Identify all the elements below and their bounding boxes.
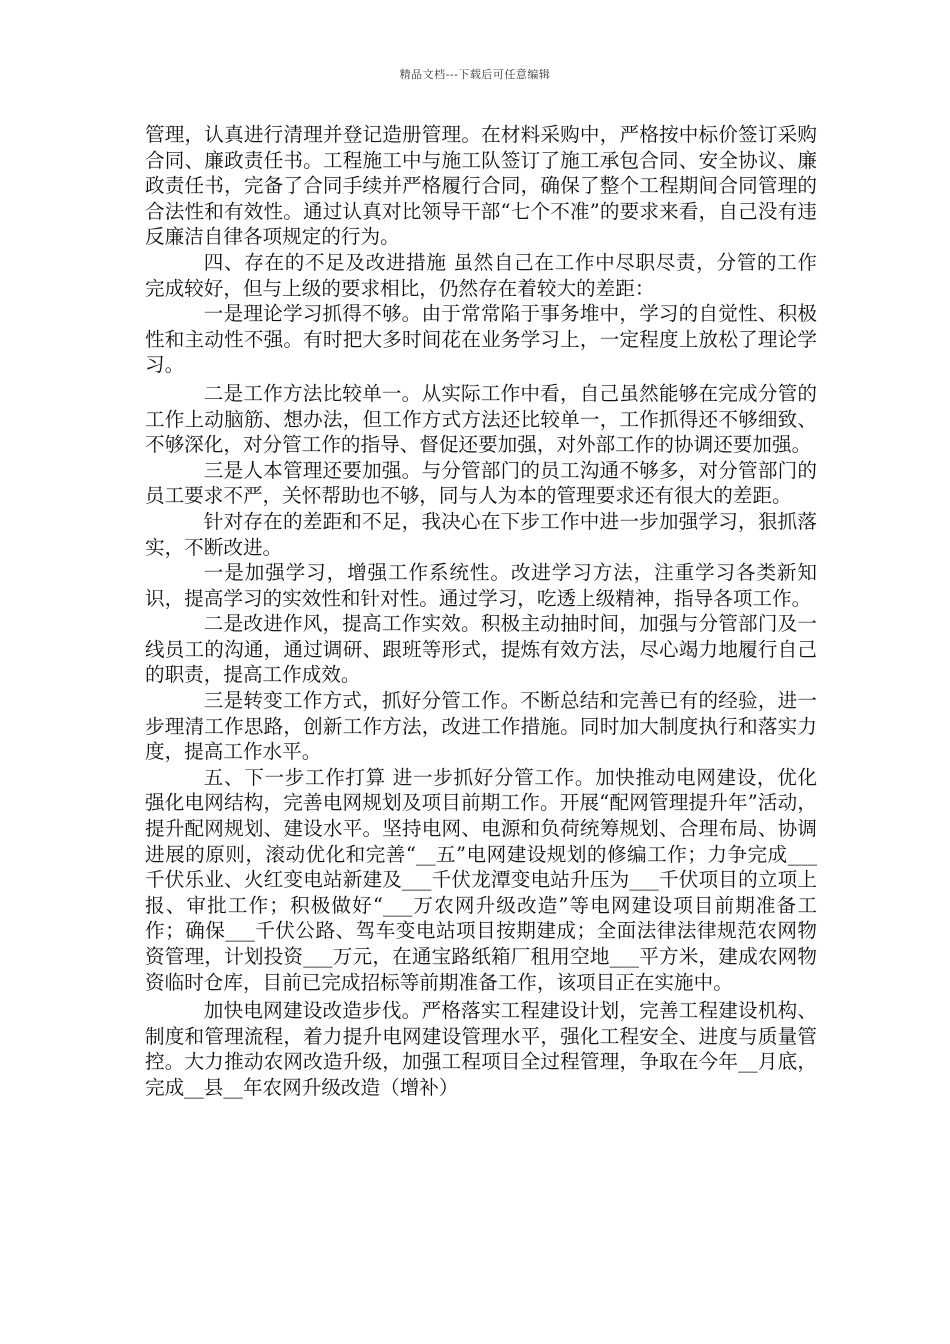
paragraph-grid-construction: 加快电网建设改造步伐。严格落实工程建设计划，完善工程建设机构、制度和管理流程，着力提升电网建设管理水平，强化工程安全、进度与质量管控。大力推动农网改造升级，加强工程项目全过程管理，争取在今年__月底，完成__县__年农网升级改造（增补） — [145, 999, 817, 1099]
document-body — [145, 122, 817, 1101]
page-header: 精品文档---下载后可任意编辑 — [399, 68, 551, 81]
paragraph-strengthen-study: 一是加强学习，增强工作系统性。改进学习方法，注重学习各类新知识，提高学习的实效性和针对性。通过学习，吃透上级精神，指导各项工作。 — [145, 561, 817, 610]
paragraph-improve-style: 二是改进作风，提高工作实效。积极主动抽时间，加强与分管部门及一线员工的沟通，通过调研、跟班等形式，提炼有效方法，尽心竭力地履行自己的职责，提高工作成效。 — [145, 612, 817, 687]
paragraph-section-five-plan: 五、下一步工作打算 进一步抓好分管工作。加快推动电网建设，优化强化电网结构，完善电网规划及项目前期工作。开展“配网管理提升年”活动，提升配网规划、建设水平。坚持电网、电源和负荷统筹规划、合理布局、协调进展的原则，滚动优化和完善“__五”电网建设规划的修编工作；力争完成___千伏乐业、火红变电站新建及___千伏龙潭变电站升压为___千伏项目的立项上报、审批工作；积极做好“___万农网升级改造”等电网建设项目前期准备工作；确保___千伏公路、驾车变电站项目按期建成；全面法律法律规范农网物资管理，计划投资___万元，在通宝路纸箱厂租用空地___平方米，建成农网物资临时仓库，目前已完成招标等前期准备工作，该项目正在实施中。 — [145, 765, 817, 994]
paragraph-resolution: 针对存在的差距和不足，我决心在下步工作中进一步加强学习，狠抓落实，不断改进。 — [145, 509, 817, 559]
paragraph-section-four-heading: 四、存在的不足及改进措施 虽然自己在工作中尽职尽责，分管的工作完成较好，但与上级的要求相比，仍然存在着较大的差距： — [145, 250, 817, 300]
paragraph-work-method: 二是工作方法比较单一。从实际工作中看，自己虽然能够在完成分管的工作上动脑筋、想办法，但工作方式方法还比较单一，工作抓得还不够细致、不够深化，对分管工作的指导、督促还要加强，对外部工作的协调还要加强。 — [145, 381, 817, 457]
paragraph-contract-management: 管理，认真进行清理并登记造册管理。在材料采购中，严格按中标价签订采购合同、廉政责任书。工程施工中与施工队签订了施工承包合同、安全协议、廉政责任书，完备了合同手续并严格履行合同，确保了整个工程期间合同管理的合法性和有效性。通过认真对比领导干部“七个不准”的要求来看，自己没有违反廉洁自律各项规定的行为。 — [145, 123, 817, 249]
paragraph-theory-study: 一是理论学习抓得不够。由于常常陷于事务堆中，学习的自觉性、积极性和主动性不强。有时把大多时间花在业务学习上，一定程度上放松了理论学习。 — [145, 302, 817, 377]
paragraph-people-management: 三是人本管理还要加强。与分管部门的员工沟通不够多，对分管部门的员工要求不严，关怀帮助也不够，同与人为本的管理要求还有很大的差距。 — [145, 458, 817, 508]
paragraph-change-work-mode: 三是转变工作方式，抓好分管工作。不断总结和完善已有的经验，进一步理清工作思路，创新工作方法，改进工作措施。同时加大制度执行和落实力度，提高工作水平。 — [145, 689, 817, 764]
